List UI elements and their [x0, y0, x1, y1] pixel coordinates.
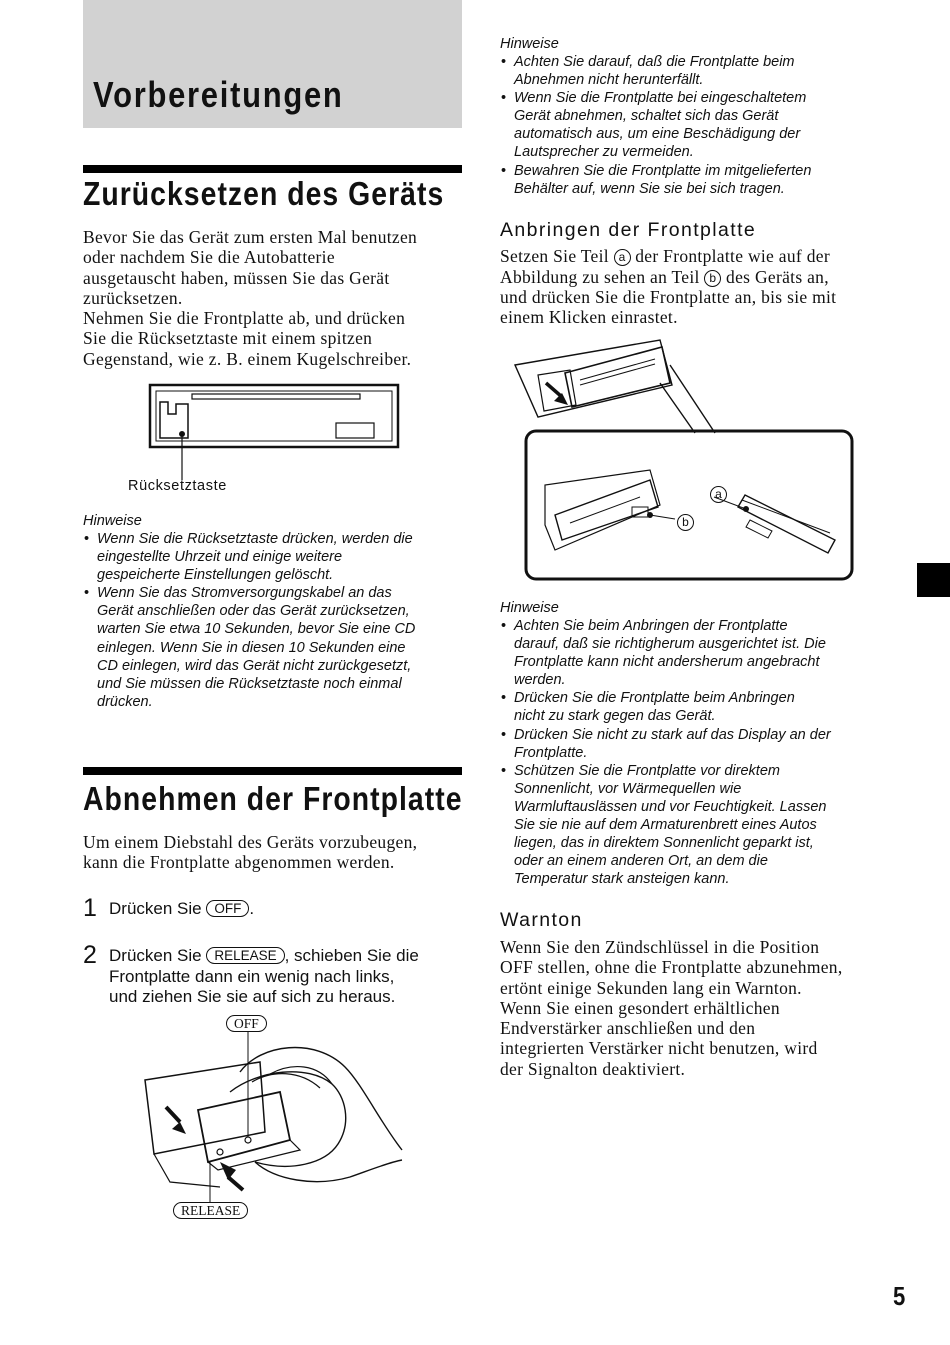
- list-item: • Drücken Sie die Frontplatte beim Anbringen nicht zu stark gegen das Gerät.: [500, 689, 895, 725]
- detach-title: Abnehmen der Frontplatte: [83, 780, 463, 817]
- list-item: • Bewahren Sie die Frontplatte im mitgelieferten Behälter auf, wenn Sie sie bei sich tragen.: [500, 162, 890, 198]
- attach-notes-list: [500, 617, 895, 888]
- step-2-text: [109, 946, 469, 1008]
- figure-off-label: OFF: [226, 1015, 267, 1032]
- reset-figure-caption: Rücksetztaste: [128, 478, 227, 494]
- list-item: • Wenn Sie die Frontplatte bei eingeschaltetem Gerät abnehmen, schaltet sich das Gerät automatisch aus, um eine Beschädigung der Lautsprecher zu vermeiden.: [500, 89, 890, 161]
- list-item: • Schützen Sie die Frontplatte vor direktem Sonnenlicht, vor Wärmequellen wie Warmluftauslässen und vor Feuchtigkeit. Lassen Sie sie nie auf dem Armaturenbrett eines Autos liegen, das in direktem Sonnenlicht geparkt ist, oder an einem anderen Ort, an dem die Temperatur stark ansteigen kann.: [500, 762, 895, 889]
- attach-line-1-post: der Frontplatte wie auf der: [630, 246, 830, 266]
- attach-notes-label: Hinweise: [500, 600, 559, 616]
- reset-title: Zurücksetzen des Geräts: [83, 175, 445, 212]
- reset-body: Bevor Sie das Gerät zum ersten Mal benutzen oder nachdem Sie die Autobatterie ausgetauscht haben, müssen Sie das Gerät zurücksetzen. Nehmen Sie die Frontplatte ab, und drücken Sie die Rücksetztaste mit einem spitzen Gegenstand, wie z. B. einem Kugelschreiber.: [83, 227, 418, 369]
- figure-part-a-label: a: [710, 486, 727, 503]
- list-item: • Drücken Sie nicht zu stark auf das Display an der Frontplatte.: [500, 726, 895, 762]
- step-2-number: 2: [83, 941, 97, 969]
- section-rule-reset: [83, 165, 462, 173]
- attach-line-1: [500, 246, 890, 266]
- warning-title: Warnton: [500, 909, 583, 931]
- step-2-text-post: , schieben Sie die Frontplatte dann ein wenig nach links, und ziehen Sie sie auf sich zu heraus.: [109, 946, 419, 1006]
- top-notes-list: [500, 53, 890, 198]
- attach-illustration: [510, 335, 860, 583]
- reset-button-illustration: [140, 380, 405, 480]
- figure-part-b-label: b: [677, 514, 694, 531]
- detach-illustration: [140, 1012, 410, 1222]
- top-notes-label: Hinweise: [500, 36, 559, 52]
- attach-title: Anbringen der Frontplatte: [500, 219, 757, 241]
- off-button-label: OFF: [206, 900, 249, 917]
- reset-notes-list: [83, 530, 468, 711]
- page-number: 5: [893, 1281, 906, 1311]
- step-1-text-post: .: [249, 899, 255, 918]
- attach-line-2-post: des Geräts an,: [721, 267, 829, 287]
- list-item: • Achten Sie darauf, daß die Frontplatte beim Abnehmen nicht herunterfällt.: [500, 53, 890, 89]
- list-item: • Wenn Sie die Rücksetztaste drücken, werden die eingestellte Uhrzeit und einige weitere gespeicherte Einstellungen gelöscht.: [83, 530, 468, 584]
- step-1-text-pre: Drücken Sie: [109, 899, 207, 918]
- warning-body: Wenn Sie den Zündschlüssel in die Position OFF stellen, ohne die Frontplatte abzunehmen, ertönt einige Sekunden lang ein Warnton. Wenn Sie einen gesondert erhältlichen Endverstärker anschließen und den integrierten Verstärker nicht benutzen, wird der Signalton deaktiviert.: [500, 937, 843, 1079]
- list-item: • Wenn Sie das Stromversorgungskabel an das Gerät anschließen oder das Gerät zurücksetzen, warten Sie etwa 10 Sekunden, bevor Sie eine CD einlegen. Wenn Sie in diesen 10 Sekunden eine CD einlegen, wird das Gerät nicht zurückgesetzt, und Sie müssen die Rücksetztaste noch einmal drücken.: [83, 584, 468, 711]
- step-2-text-pre: Drücken Sie: [109, 946, 207, 965]
- step-1-number: 1: [83, 894, 97, 922]
- step-1-text: [109, 899, 469, 920]
- section-rule-detach: [83, 767, 462, 775]
- attach-line-1-pre: Setzen Sie Teil: [500, 246, 614, 266]
- release-button-label: RELEASE: [206, 947, 284, 964]
- part-b-marker: b: [704, 270, 721, 287]
- detach-intro: Um einem Diebstahl des Geräts vorzubeugen, kann die Frontplatte abgenommen werden.: [83, 832, 418, 873]
- attach-body-rest: und drücken Sie die Frontplatte an, bis sie mit einem Klicken einrastet.: [500, 287, 837, 328]
- chapter-side-tab: [917, 563, 950, 597]
- attach-line-2-pre: Abbildung zu sehen an Teil: [500, 267, 705, 287]
- list-item: • Achten Sie beim Anbringen der Frontplatte darauf, daß sie richtigherum ausgerichtet ist. Die Frontplatte kann nicht andersherum angebracht werden.: [500, 617, 895, 689]
- part-a-marker: a: [614, 249, 631, 266]
- figure-release-label: RELEASE: [173, 1202, 248, 1219]
- chapter-title: Vorbereitungen: [93, 74, 344, 115]
- reset-notes-label: Hinweise: [83, 513, 142, 529]
- attach-line-2: [500, 267, 890, 287]
